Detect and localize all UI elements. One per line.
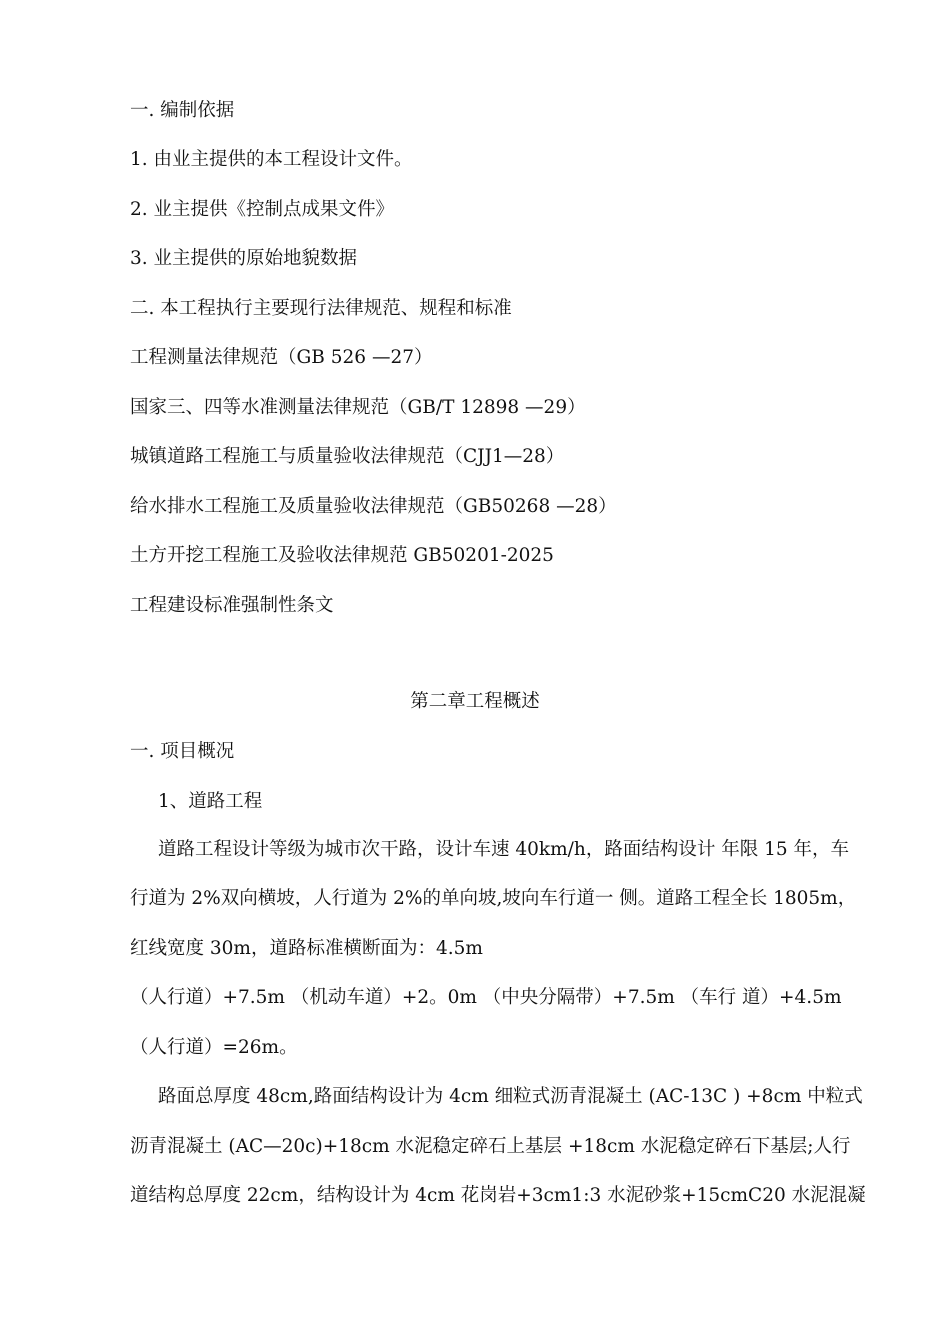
- overview-heading: 一. 项目概况: [130, 741, 235, 762]
- paragraph-line: 道结构总厚度 22cm，结构设计为 4cm 花岗岩+3cm1:3 水泥砂浆+15cmC20 水泥混凝: [130, 1185, 866, 1206]
- sub-heading: 1、道路工程: [158, 791, 263, 812]
- standard-item-2: 国家三、四等水准测量法律规范（GB/T 12898 —29）: [130, 397, 586, 418]
- basis-heading: 一. 编制依据: [130, 100, 235, 121]
- standard-item-6: 工程建设标准强制性条文: [130, 595, 334, 616]
- standards-heading: 二. 本工程执行主要现行法律规范、规程和标准: [130, 298, 512, 319]
- standard-item-3: 城镇道路工程施工与质量验收法律规范（CJJ1—28）: [130, 446, 565, 467]
- standard-item-4: 给水排水工程施工及质量验收法律规范（GB50268 —28）: [130, 496, 617, 517]
- basis-item-2: 2. 业主提供《控制点成果文件》: [130, 199, 395, 220]
- paragraph-line: 红线宽度 30m，道路标准横断面为：4.5m: [130, 938, 483, 959]
- basis-item-1: 1. 由业主提供的本工程设计文件。: [130, 149, 413, 170]
- paragraph-line: 沥青混凝土 (AC—20c)+18cm 水泥稳定碎石上基层 +18cm 水泥稳定碎石下基层;人行: [130, 1136, 851, 1157]
- paragraph-line: （人行道）=26m。: [130, 1037, 298, 1058]
- paragraph-line: 行道为 2%双向横坡，人行道为 2%的单向坡,坡向车行道一 侧。道路工程全长 1805m，: [130, 888, 857, 909]
- paragraph-line: 道路工程设计等级为城市次干路，设计车速 40km/h，路面结构设计 年限 15 年，车: [158, 839, 850, 860]
- chapter-title: 第二章工程概述: [410, 691, 540, 712]
- standard-item-1: 工程测量法律规范（GB 526 —27）: [130, 347, 433, 368]
- paragraph-line: 路面总厚度 48cm,路面结构设计为 4cm 细粒式沥青混凝土 (AC-13C ) +8cm 中粒式: [158, 1086, 863, 1107]
- standard-item-5: 土方开挖工程施工及验收法律规范 GB50201-2025: [130, 545, 554, 566]
- paragraph-line: （人行道）+7.5m （机动车道）+2。0m （中央分隔带）+7.5m （车行 道）+4.5m: [130, 987, 842, 1008]
- basis-item-3: 3. 业主提供的原始地貌数据: [130, 248, 358, 269]
